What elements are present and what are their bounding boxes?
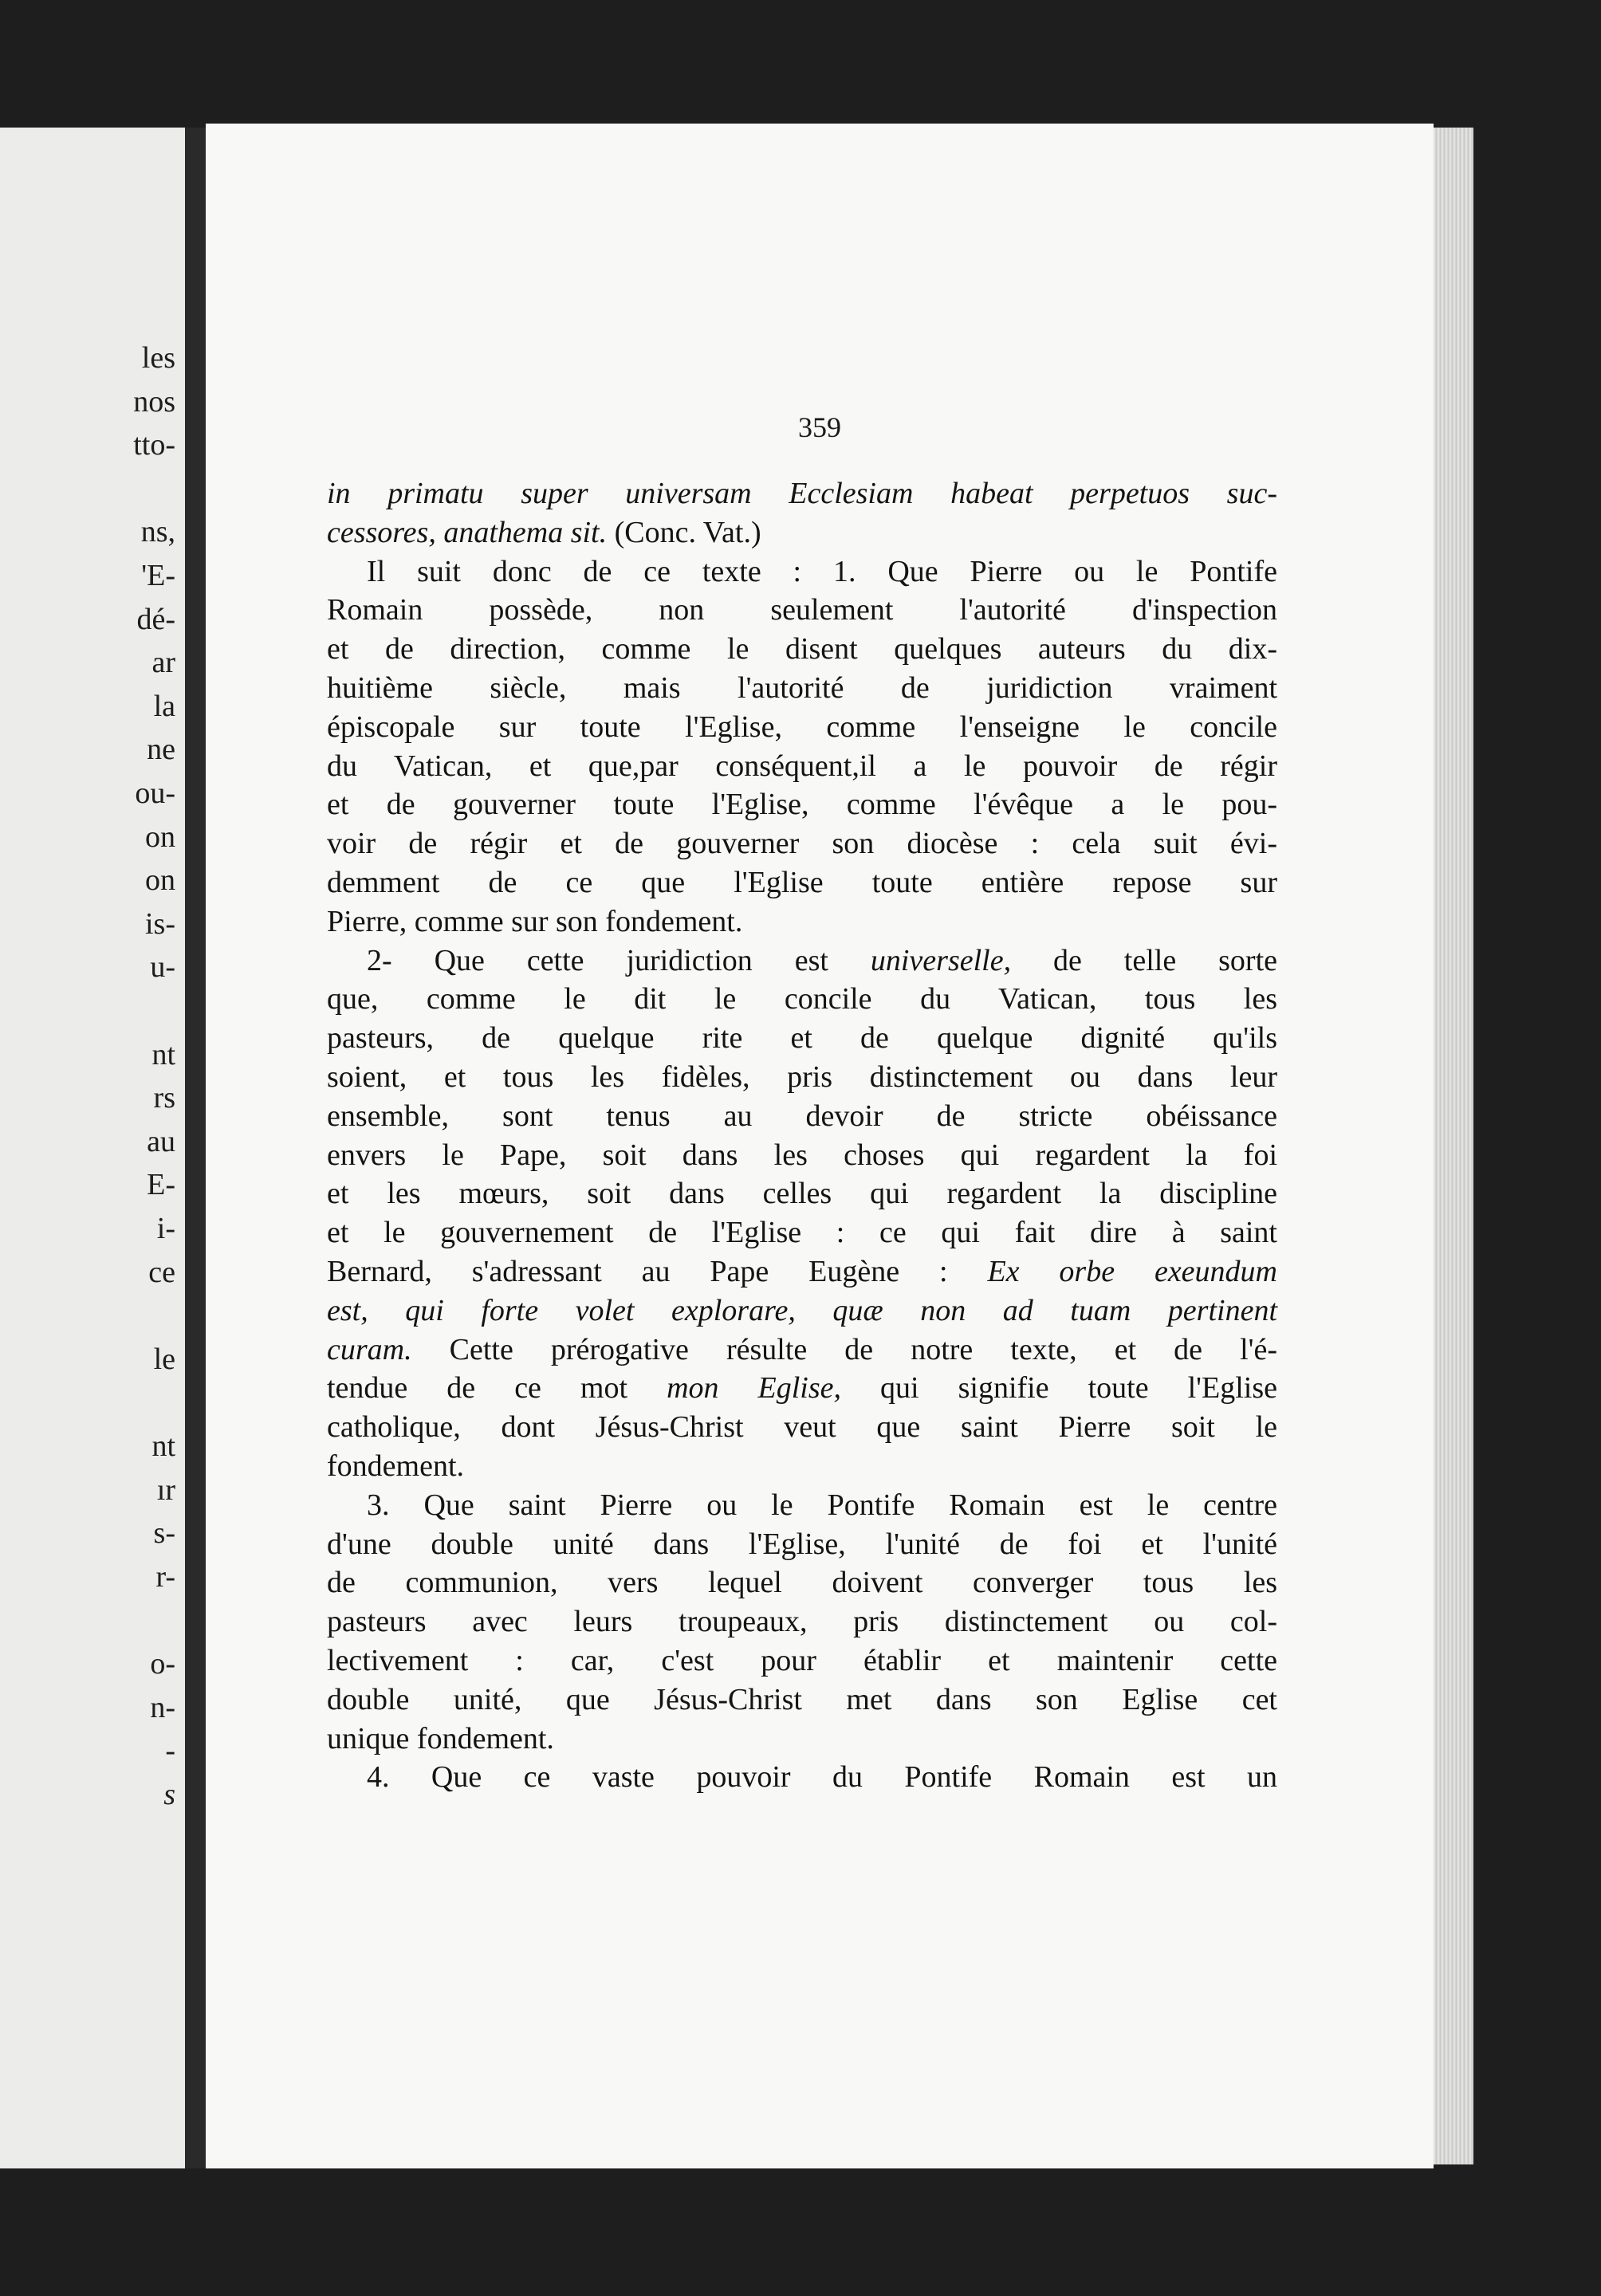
text-line (327, 785, 1277, 824)
left-page-line: i- (156, 1212, 175, 1245)
text-segment: envers le Pape, soit dans les choses qui regardent la foi (327, 1138, 1277, 1172)
left-page-line: ır (156, 1472, 175, 1507)
text-line (327, 1602, 1277, 1641)
text-segment: que, comme le dit le concile du Vatican, tous les (327, 982, 1277, 1016)
text-segment: demment de ce que l'Eglise toute entière repose sur (327, 865, 1277, 899)
text-line (327, 1019, 1277, 1058)
text-segment: double unité, que Jésus-Christ met dans son Eglise cet (327, 1682, 1277, 1716)
text-segment: tendue de ce mot (327, 1371, 667, 1406)
text-line (327, 942, 1277, 981)
left-page-line: rs (153, 1081, 175, 1115)
text-line (327, 591, 1277, 630)
text-line (327, 1331, 1277, 1370)
text-line (327, 1369, 1277, 1408)
text-segment: Cette prérogative résulte de notre texte, et de l'é- (411, 1332, 1277, 1366)
text-segment: qui signifie toute l'Eglise (841, 1371, 1277, 1406)
text-segment: lectivement : car, c'est pour établir et maintenir cette (327, 1643, 1277, 1677)
text-line (327, 1447, 1277, 1486)
text-line (327, 902, 1277, 942)
left-page-line: la (153, 689, 175, 723)
left-page-line: ns, (140, 515, 175, 549)
left-page-line: ne (147, 733, 175, 767)
text-line (327, 1174, 1277, 1213)
text-segment: d'une double unité dans l'Eglise, l'unité de foi et l'unité (327, 1527, 1277, 1561)
text-line (327, 1641, 1277, 1681)
text-line (327, 824, 1277, 863)
text-segment: ensemble, sont tenus au devoir de stricte obéissance (327, 1099, 1277, 1133)
page-text (327, 474, 1277, 1797)
italic-segment: cessores, anathema sit. (327, 515, 608, 549)
text-segment: (Conc. Vat.) (607, 515, 761, 549)
text-segment: et de gouverner toute l'Eglise, comme l'évêque a le pou- (327, 788, 1277, 822)
text-segment: du Vatican, et que,par conséquent,il a le pouvoir de régir (327, 749, 1277, 783)
text-segment: Il suit donc de ce texte : 1. Que Pierre ou le Pontife (367, 554, 1277, 588)
left-page-line: s (163, 1777, 175, 1811)
text-segment: et les mœurs, soit dans celles qui regardent la discipline (327, 1177, 1277, 1211)
text-segment: unique fondement. (327, 1721, 554, 1755)
text-line (327, 474, 1277, 513)
text-line (327, 1758, 1277, 1797)
left-page-line: s- (153, 1516, 175, 1551)
left-page-line: le (153, 1342, 175, 1376)
text-segment: voir de régir et de gouverner son diocèse : cela suit évi- (327, 827, 1277, 861)
text-line (327, 552, 1277, 592)
text-line (327, 1408, 1277, 1447)
text-line (327, 747, 1277, 786)
text-line (327, 669, 1277, 708)
text-segment: de communion, vers lequel doivent converger tous les (327, 1566, 1277, 1600)
left-page-line: nos (133, 384, 175, 419)
text-segment: 4. Que ce vaste pouvoir du Pontife Romain est un (367, 1760, 1277, 1795)
text-line (327, 1563, 1277, 1602)
left-page-line: E- (147, 1168, 175, 1202)
left-page-line: au (147, 1124, 175, 1158)
text-segment: 3. Que saint Pierre ou le Pontife Romain est le centre (367, 1488, 1277, 1522)
text-line (327, 1525, 1277, 1564)
italic-segment: est, qui forte volet explorare, quæ non ad tuam pertinent (327, 1293, 1277, 1327)
italic-segment: universelle, (870, 943, 1012, 977)
text-segment: Bernard, s'adressant au Pape Eugène : (327, 1254, 988, 1288)
text-segment: huitième siècle, mais l'autorité de juridiction vraiment (327, 670, 1277, 705)
left-facing-page (0, 128, 190, 2168)
text-segment: 2- Que cette juridiction est (367, 943, 871, 977)
book-gutter (185, 128, 206, 2168)
left-page-line: u- (150, 950, 175, 985)
left-page-line: tto- (133, 428, 175, 462)
text-segment: et de direction, comme le disent quelques auteurs du dix- (327, 632, 1277, 666)
text-line (327, 1292, 1277, 1331)
text-segment: de telle sorte (1011, 943, 1278, 977)
text-line (327, 708, 1277, 747)
italic-segment: mon Eglise, (667, 1371, 842, 1406)
italic-segment: Ex orbe exeundum (987, 1254, 1277, 1288)
left-page-line: ar (151, 646, 175, 680)
italic-segment: curam. (327, 1332, 412, 1366)
left-page-line: nt (151, 1429, 175, 1463)
left-page-line: ce (148, 1255, 175, 1289)
left-page-line: on (145, 820, 175, 854)
left-page-line: r- (155, 1559, 175, 1594)
text-line (327, 863, 1277, 902)
text-segment: pasteurs, de quelque rite et de quelque dignité qu'ils (327, 1021, 1277, 1056)
text-line (327, 1720, 1277, 1759)
text-segment: fondement. (327, 1449, 465, 1483)
text-segment: soient, et tous les fidèles, pris distinctement ou dans leur (327, 1060, 1277, 1094)
text-line (327, 980, 1277, 1019)
italic-segment: in primatu super universam Ecclesiam habeat perpetuos suc- (327, 477, 1277, 510)
text-line (327, 1097, 1277, 1136)
text-segment: catholique, dont Jésus-Christ veut que saint Pierre soit le (327, 1410, 1277, 1445)
text-line (327, 1213, 1277, 1252)
text-line (327, 630, 1277, 669)
page-number: 359 (798, 411, 841, 443)
main-page (206, 124, 1434, 2168)
text-segment: Romain possède, non seulement l'autorité d'inspection (327, 593, 1277, 627)
text-line (327, 513, 1277, 552)
left-page-line: - (165, 1734, 175, 1768)
text-line (327, 1486, 1277, 1525)
text-line (327, 1136, 1277, 1175)
left-page-line: dé- (136, 602, 175, 636)
text-segment: Pierre, comme sur son fondement. (327, 904, 743, 938)
left-page-line: ou- (135, 776, 175, 810)
text-segment: et le gouvernement de l'Eglise : ce qui fait dire à saint (327, 1216, 1277, 1250)
left-page-line: nt (151, 1037, 175, 1071)
text-segment: épiscopale sur toute l'Eglise, comme l'enseigne le concile (327, 710, 1277, 744)
text-segment: pasteurs avec leurs troupeaux, pris distinctement ou col- (327, 1605, 1277, 1639)
page-edges (1434, 128, 1473, 2164)
left-page-line: o- (150, 1647, 175, 1681)
text-line (327, 1681, 1277, 1720)
text-line (327, 1058, 1277, 1097)
left-page-line: n- (150, 1690, 175, 1724)
text-line (327, 1252, 1277, 1292)
left-page-line: 'E- (141, 559, 175, 592)
left-page-line: is- (145, 906, 175, 941)
left-page-line: on (145, 863, 175, 898)
left-page-line: les (141, 341, 175, 375)
